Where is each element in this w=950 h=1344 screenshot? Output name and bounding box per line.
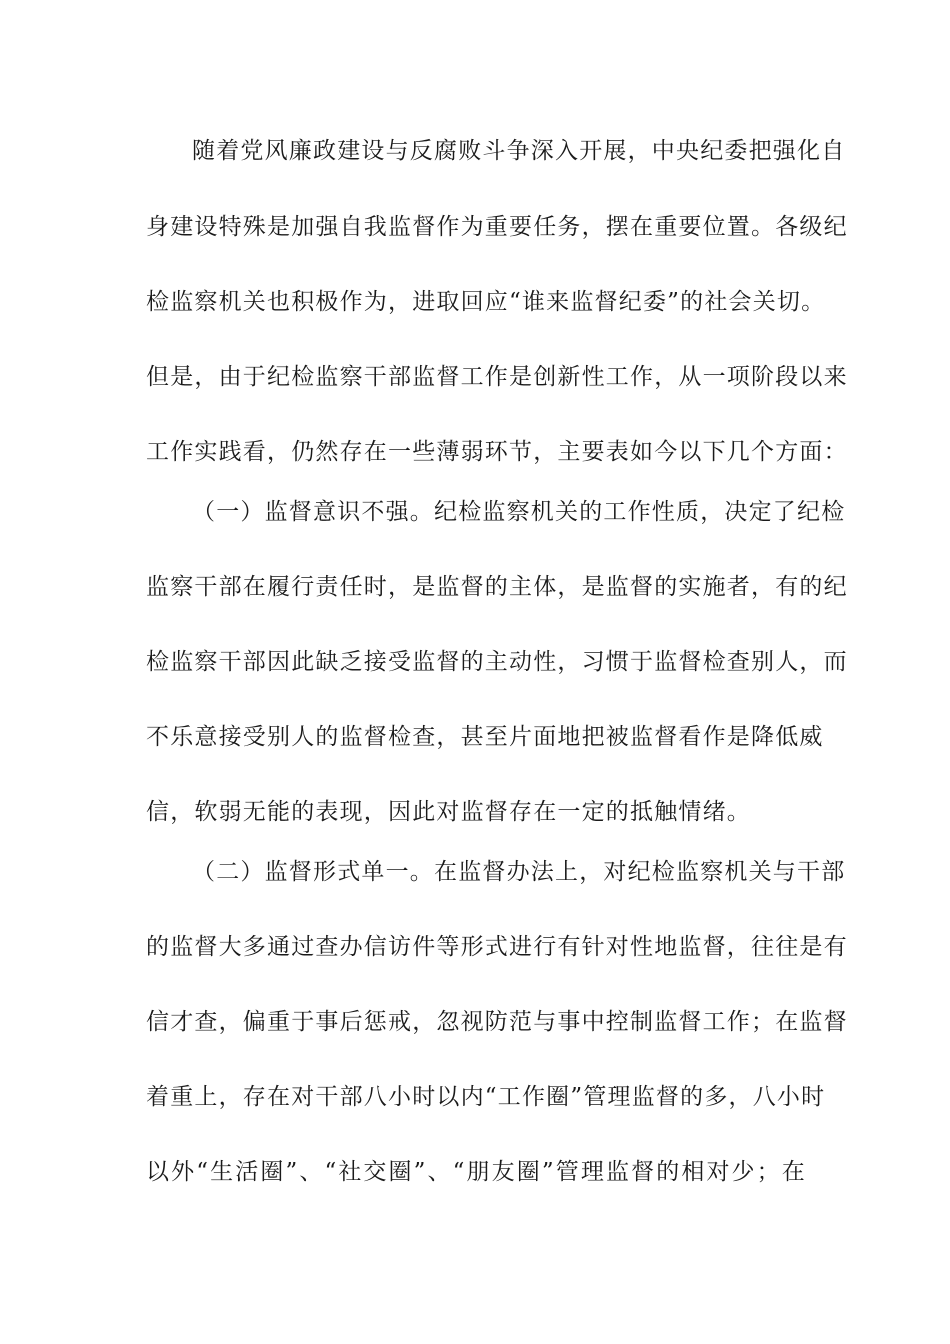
paragraph-3-line-3: 信才查，偏重于事后惩戒，忽视防范与事中控制监督工作；在监督 [146, 1009, 848, 1035]
paragraph-3-line-1: （二）监督形式单一。在监督办法上，对纪检监察机关与干部 [192, 859, 846, 885]
paragraph-2-line-2: 监察干部在履行责任时，是监督的主体，是监督的实施者，有的纪 [146, 574, 848, 600]
paragraph-2-line-4: 不乐意接受别人的监督检查，甚至片面地把被监督看作是降低威 [146, 724, 824, 750]
paragraph-1-line-4: 但是，由于纪检监察干部监督工作是创新性工作，从一项阶段以来 [146, 364, 848, 390]
paragraph-2-line-1: （一）监督意识不强。纪检监察机关的工作性质，决定了纪检 [192, 499, 846, 525]
paragraph-3-line-2: 的监督大多通过查办信访件等形式进行有针对性地监督，往往是有 [146, 934, 848, 960]
paragraph-1-line-2: 身建设特殊是加强自我监督作为重要任务，摆在重要位置。各级纪 [146, 214, 848, 240]
paragraph-2-line-3: 检监察干部因此缺乏接受监督的主动性，习惯于监督检查别人，而 [146, 649, 848, 675]
paragraph-3-line-4: 着重上，存在对干部八小时以内“工作圈”管理监督的多，八小时 [146, 1084, 826, 1110]
paragraph-1-line-5: 工作实践看，仍然存在一些薄弱环节，主要表如今以下几个方面： [146, 439, 848, 465]
paragraph-3-line-5: 以外“生活圈”、“社交圈”、“朋友圈”管理监督的相对少；在 [146, 1159, 806, 1185]
paragraph-2-line-5: 信，软弱无能的表现，因此对监督存在一定的抵触情绪。 [146, 799, 751, 825]
paragraph-1-line-3: 检监察机关也积极作为，进取回应“谁来监督纪委”的社会关切。 [146, 289, 826, 315]
paragraph-1-line-1: 随着党风廉政建设与反腐败斗争深入开展，中央纪委把强化自 [192, 138, 846, 164]
